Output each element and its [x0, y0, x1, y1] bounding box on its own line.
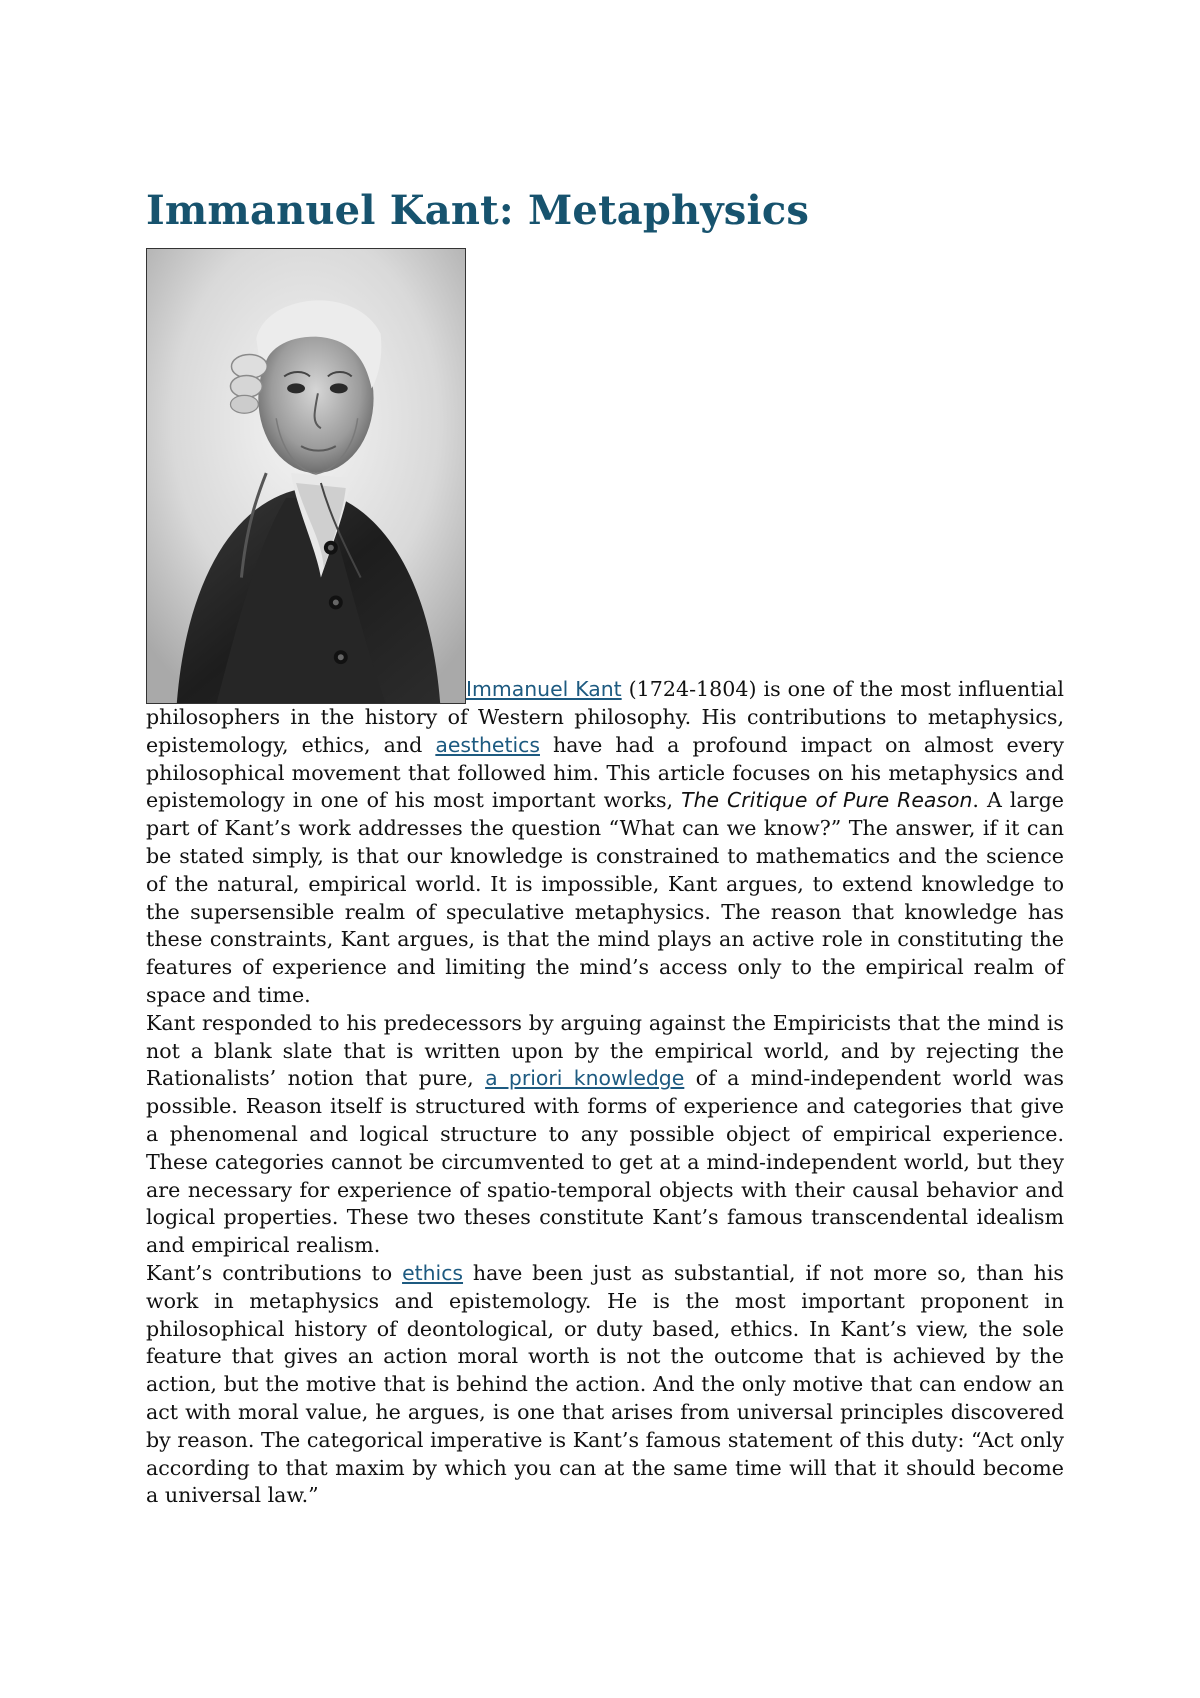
- paragraph-3-text-b: have been just as substantial, if not more so, than his work in metaphysics and epistemology. He is the most important proponent in philosophical history of deontological, or duty based, ethics. In Kant’s view, the sole feature that gives an action moral worth is not the outcome that is achieved by the action, but the motive that is behind the action. And the only motive that can endow an act with moral value, he argues, is one that arises from universal principles discovered by reason. The categorical imperative is Kant’s famous statement of this duty: “Act only according to that maxim by which you can at the same time will that it should become a universal law.”: [146, 1260, 1064, 1508]
- paragraph-1-text-b: have had a profound impact on almost every philosophical movement that followed him. This article focuses on his metaphysics and epistemology in one of his most important works,: [146, 732, 1064, 813]
- paragraph-3-text-a: Kant’s contributions to: [146, 1260, 403, 1285]
- link-immanuel-kant[interactable]: Immanuel Kant: [466, 677, 622, 702]
- paragraph-1: [146, 248, 1064, 1010]
- paragraph-2: [146, 1010, 1064, 1260]
- portrait-engraving: [147, 249, 465, 703]
- paragraph-2-text-a: Kant responded to his predecessors by arguing against the Empiricists that the mind is not a blank slate that is written upon by the empirical world, and by rejecting the Rationalists’ notion that pure,: [146, 1010, 1064, 1091]
- work-title-critique: The Critique of Pure Reason: [681, 788, 973, 813]
- article-body: [146, 248, 1064, 1510]
- paragraph-3: [146, 1260, 1064, 1510]
- link-aesthetics[interactable]: aesthetics: [435, 732, 540, 757]
- link-a-priori-knowledge[interactable]: a priori knowledge: [485, 1066, 685, 1091]
- link-ethics[interactable]: ethics: [402, 1260, 464, 1285]
- paragraph-2-text-b: of a mind-independent world was possible. Reason itself is structured with forms of experience and categories that give a phenomenal and logical structure to any possible object of empirical experience. These categories cannot be circumvented to get at a mind-independent world, but they are necessary for experience of spatio-temporal objects with their causal behavior and logical properties. These two theses constitute Kant’s famous transcendental idealism and empirical realism.: [146, 1066, 1064, 1258]
- kant-portrait-image: [146, 248, 466, 704]
- page-title: Immanuel Kant: Metaphysics: [146, 187, 810, 234]
- paragraph-1-text-c: . A large part of Kant’s work addresses the question “What can we know?” The answer, if it can be stated simply, is that our knowledge is constrained to mathematics and the science of the natural, empirical world. It is impossible, Kant argues, to extend knowledge to the supersensible realm of speculative metaphysics. The reason that knowledge has these constraints, Kant argues, is that the mind plays an active role in constituting the features of experience and limiting the mind’s access only to the empirical realm of space and time.: [146, 788, 1064, 1007]
- article-content: [146, 186, 1064, 1510]
- paragraph-1-text-a: (1724-1804) is one of the most influential philosophers in the history of Western philosophy. His contributions to metaphysics, epistemology, ethics, and: [146, 677, 1065, 757]
